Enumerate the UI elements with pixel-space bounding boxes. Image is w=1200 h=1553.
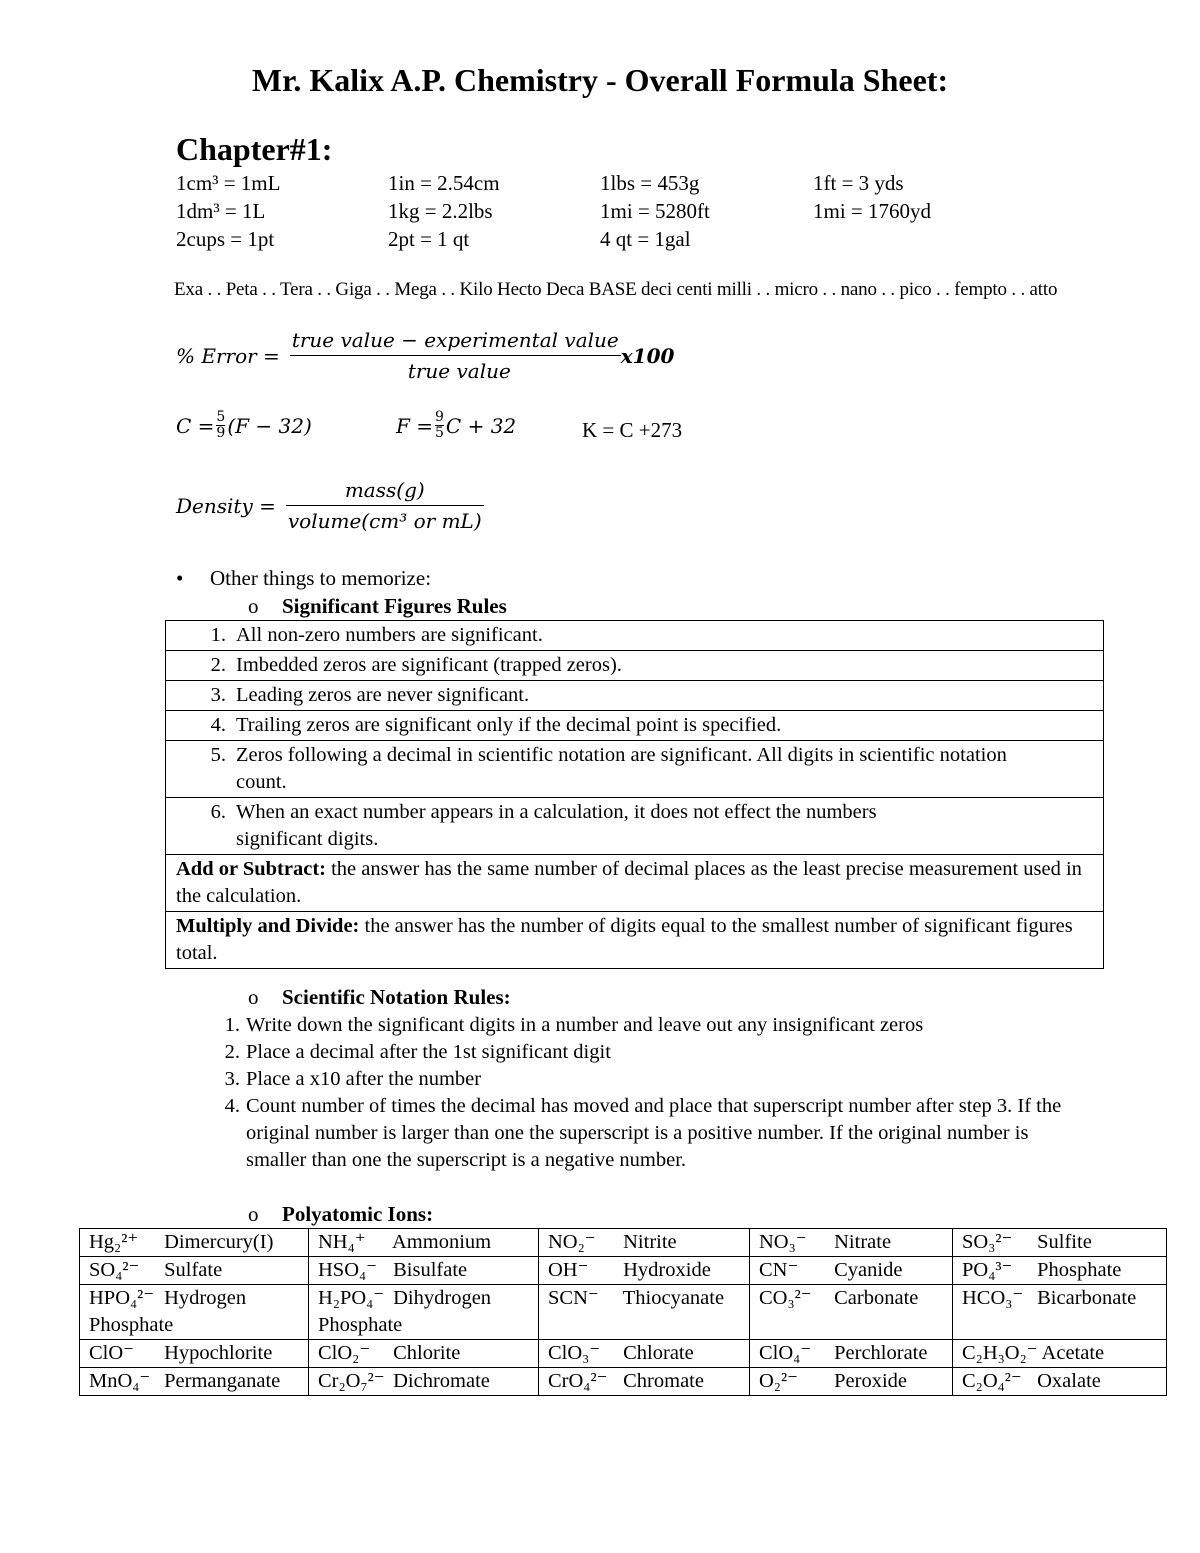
rule-number: 1. (210, 624, 226, 646)
list-item (200, 1039, 1076, 1066)
ion-cell (539, 1340, 750, 1368)
ion-name: Nitrite (623, 1231, 677, 1253)
density-denominator: volume(cm³ or mL) (286, 505, 484, 533)
memorize-bullet (176, 566, 431, 591)
ion-name: Phosphate (1037, 1259, 1122, 1281)
rule-text: All non-zero numbers are significant. (236, 624, 543, 646)
ion-formula: O₂²⁻ (759, 1370, 798, 1392)
ion-cell (539, 1257, 750, 1285)
density-numerator: mass(g) (344, 478, 425, 502)
list-item (200, 1093, 1076, 1174)
ion-name: Permanganate (164, 1370, 281, 1392)
table-row (80, 1257, 1167, 1285)
rule-number: 2. (224, 1041, 240, 1063)
c-rhs: (F − 32) (227, 413, 312, 438)
ion-cell (750, 1285, 953, 1340)
rule-number: 3. (210, 684, 226, 706)
ion-formula: ClO⁻ (89, 1342, 134, 1364)
table-row (166, 681, 1104, 711)
ion-name: Ammonium (392, 1231, 492, 1253)
conversion-1-1: 1cm³ = 1mL (176, 171, 281, 195)
ion-name: Hydroxide (623, 1259, 711, 1281)
ion-cell (539, 1368, 750, 1396)
rule-number: 2. (210, 654, 226, 676)
ion-cell (80, 1368, 309, 1396)
ions-heading: Polyatomic Ions: (282, 1202, 434, 1226)
f-frac-num: 9 (435, 409, 444, 425)
circle-bullet-icon: o (248, 1202, 259, 1226)
ion-formula: CrO₄²⁻ (548, 1370, 608, 1392)
table-row (166, 798, 1104, 855)
ion-cell (750, 1229, 953, 1257)
multiply-divide-label: Multiply and Divide: (176, 915, 360, 937)
scinot-heading-line (248, 985, 511, 1010)
rule-text: Count number of times the decimal has moved and place that superscript number after step 3. If the original number is larger than one the superscript is a positive number. If the original number is smaller than one the superscript is a negative number. (246, 1095, 1062, 1171)
ion-name: Cyanide (834, 1259, 903, 1281)
rule-text: Place a x10 after the number (246, 1068, 482, 1090)
error-tail: x100 (620, 343, 675, 368)
ion-formula: NH₄⁺ (318, 1231, 366, 1253)
conversion-3-1: 2cups = 1pt (176, 227, 275, 251)
rule-number: 4. (210, 714, 226, 736)
error-lhs: % Error = (176, 343, 280, 368)
ion-cell (953, 1229, 1167, 1257)
list-item (200, 1066, 1076, 1093)
ion-formula: OH⁻ (548, 1259, 589, 1281)
table-row (80, 1368, 1167, 1396)
ion-cell (539, 1229, 750, 1257)
rule-number: 5. (210, 744, 226, 766)
ion-name: Chlorite (393, 1342, 461, 1364)
ion-cell (80, 1340, 309, 1368)
ion-formula: Cr₂O₇²⁻ (318, 1370, 385, 1392)
add-subtract-label: Add or Subtract: (176, 858, 326, 880)
ion-cell (80, 1229, 309, 1257)
ion-formula: SCN⁻ (548, 1287, 599, 1309)
rule-number: 4. (224, 1095, 240, 1117)
ion-formula: HCO₃⁻ (962, 1287, 1024, 1309)
ion-cell (953, 1340, 1167, 1368)
ion-name: Dichromate (393, 1370, 490, 1392)
ion-formula: SO₃²⁻ (962, 1231, 1013, 1253)
kelvin-formula: K = C +273 (582, 418, 683, 442)
c-frac-den: 9 (216, 425, 226, 441)
rule-number: 3. (224, 1068, 240, 1090)
ion-formula: HPO₄²⁻ (89, 1287, 155, 1309)
ion-name: Perchlorate (834, 1342, 928, 1364)
rule-number: 1. (224, 1014, 240, 1036)
scinot-heading: Scientific Notation Rules: (282, 985, 511, 1009)
f-lhs: F = (396, 413, 433, 438)
error-denominator: true value (290, 355, 621, 383)
ion-formula: NO₂⁻ (548, 1231, 596, 1253)
chapter-heading: Chapter#1: (176, 131, 333, 167)
conversion-2-3: 1mi = 5280ft (600, 199, 710, 223)
ion-cell (309, 1229, 539, 1257)
ion-formula: SO₄²⁻ (89, 1259, 140, 1281)
ion-formula: ClO₄⁻ (759, 1342, 812, 1364)
ion-name: Hydrogen Phosphate (89, 1287, 247, 1336)
rule-text: Leading zeros are never significant. (236, 684, 530, 706)
density-formula (176, 478, 484, 533)
rule-text: When an exact number appears in a calculation, it does not effect the numbers significant digits. (236, 801, 877, 850)
c-lhs: C = (176, 413, 215, 438)
add-subtract-text: the answer has the same number of decimal places as the least precise measurement used in the calculation. (176, 858, 1082, 907)
ion-name: Peroxide (834, 1370, 907, 1392)
ion-name: Bisulfate (393, 1259, 468, 1281)
ion-cell (953, 1368, 1167, 1396)
ion-formula: CN⁻ (759, 1259, 799, 1281)
density-lhs: Density = (176, 493, 276, 518)
circle-bullet-icon: o (248, 594, 259, 618)
ion-name: Acetate (1041, 1342, 1105, 1364)
f-rhs: C + 32 (445, 413, 517, 438)
ion-name: Thiocyanate (622, 1287, 725, 1309)
ion-name: Chlorate (623, 1342, 694, 1364)
ion-formula: C₂O₄²⁻ (962, 1370, 1022, 1392)
table-row (166, 711, 1104, 741)
ion-name: Hypochlorite (164, 1342, 273, 1364)
conversion-2-4: 1mi = 1760yd (813, 199, 932, 223)
bullet-icon: • (176, 566, 184, 590)
ion-name: Chromate (623, 1370, 704, 1392)
memorize-text: Other things to memorize: (210, 566, 432, 590)
rule-text: Trailing zeros are significant only if the decimal point is specified. (236, 714, 782, 736)
ion-cell (309, 1285, 539, 1340)
conversion-3-2: 2pt = 1 qt (388, 227, 470, 251)
ion-cell (750, 1368, 953, 1396)
table-row (80, 1285, 1167, 1340)
rule-number: 6. (210, 801, 226, 823)
conversion-1-4: 1ft = 3 yds (813, 171, 904, 195)
f-frac-den: 5 (435, 425, 444, 441)
table-row (166, 741, 1104, 798)
rule-text: Write down the significant digits in a number and leave out any insignificant zeros (246, 1014, 924, 1036)
ion-cell (80, 1285, 309, 1340)
ion-formula: C₂H₃O₂⁻ (962, 1342, 1038, 1364)
ion-cell (309, 1368, 539, 1396)
ion-cell (80, 1257, 309, 1285)
ion-name: Carbonate (834, 1287, 919, 1309)
ion-cell (953, 1285, 1167, 1340)
c-frac-num: 5 (216, 409, 226, 425)
ion-cell (750, 1340, 953, 1368)
table-row (166, 912, 1104, 969)
table-row (166, 855, 1104, 912)
metric-prefixes: Exa . . Peta . . Tera . . Giga . . Mega . . Kilo Hecto Deca BASE deci centi milli . . micro . . nano . . pico . . fempto . . atto (174, 279, 1058, 300)
error-numerator: true value − experimental value (291, 328, 619, 352)
ion-formula: NO₃⁻ (759, 1231, 807, 1253)
ion-formula: H₂PO₄⁻ (318, 1287, 385, 1309)
sigfig-rules-table (165, 620, 1104, 969)
table-row (80, 1229, 1167, 1257)
ion-name: Sulfite (1037, 1231, 1092, 1253)
scinot-rules-list (200, 1012, 1076, 1174)
table-row (166, 621, 1104, 651)
conversion-2-1: 1dm³ = 1L (176, 199, 266, 223)
ion-name: Sulfate (164, 1259, 223, 1281)
ion-name: Bicarbonate (1037, 1287, 1137, 1309)
table-row (80, 1340, 1167, 1368)
table-row (166, 651, 1104, 681)
circle-bullet-icon: o (248, 985, 259, 1009)
sigfig-heading-line (248, 594, 507, 619)
ion-name: Dihydrogen Phosphate (318, 1287, 492, 1336)
page-title: Mr. Kalix A.P. Chemistry - Overall Formula Sheet: (251, 62, 949, 98)
ion-formula: HSO₄⁻ (318, 1259, 377, 1281)
conversion-2-2: 1kg = 2.2lbs (388, 199, 493, 223)
conversion-1-2: 1in = 2.54cm (388, 171, 500, 195)
ion-formula: PO₄³⁻ (962, 1259, 1013, 1281)
ion-formula: CO₃²⁻ (759, 1287, 812, 1309)
ion-cell (539, 1285, 750, 1340)
ion-name: Oxalate (1037, 1370, 1101, 1392)
ion-cell (953, 1257, 1167, 1285)
percent-error-formula (176, 328, 674, 383)
conversion-3-3: 4 qt = 1gal (600, 227, 691, 251)
rule-text: Place a decimal after the 1st significant digit (246, 1041, 611, 1063)
ion-formula: Hg₂²⁺ (89, 1231, 139, 1253)
multiply-divide-text: the answer has the number of digits equal to the smallest number of significant figures total. (176, 915, 1073, 964)
conversion-1-3: 1lbs = 453g (600, 171, 700, 195)
ion-cell (309, 1340, 539, 1368)
ion-name: Nitrate (834, 1231, 892, 1253)
list-item (200, 1012, 1076, 1039)
celsius-formula (176, 410, 312, 441)
ion-formula: ClO₂⁻ (318, 1342, 371, 1364)
ion-formula: ClO₃⁻ (548, 1342, 601, 1364)
rule-text: Imbedded zeros are significant (trapped zeros). (236, 654, 622, 676)
polyatomic-ions-table (79, 1228, 1167, 1396)
rule-text: Zeros following a decimal in scientific notation are significant. All digits in scientific notation count. (236, 744, 1007, 793)
ion-cell (309, 1257, 539, 1285)
ion-cell (750, 1257, 953, 1285)
ion-formula: MnO₄⁻ (89, 1370, 151, 1392)
sigfig-heading: Significant Figures Rules (282, 594, 507, 618)
ions-heading-line (248, 1202, 433, 1227)
ion-name: Dimercury(I) (164, 1231, 274, 1253)
fahrenheit-formula (396, 410, 516, 441)
